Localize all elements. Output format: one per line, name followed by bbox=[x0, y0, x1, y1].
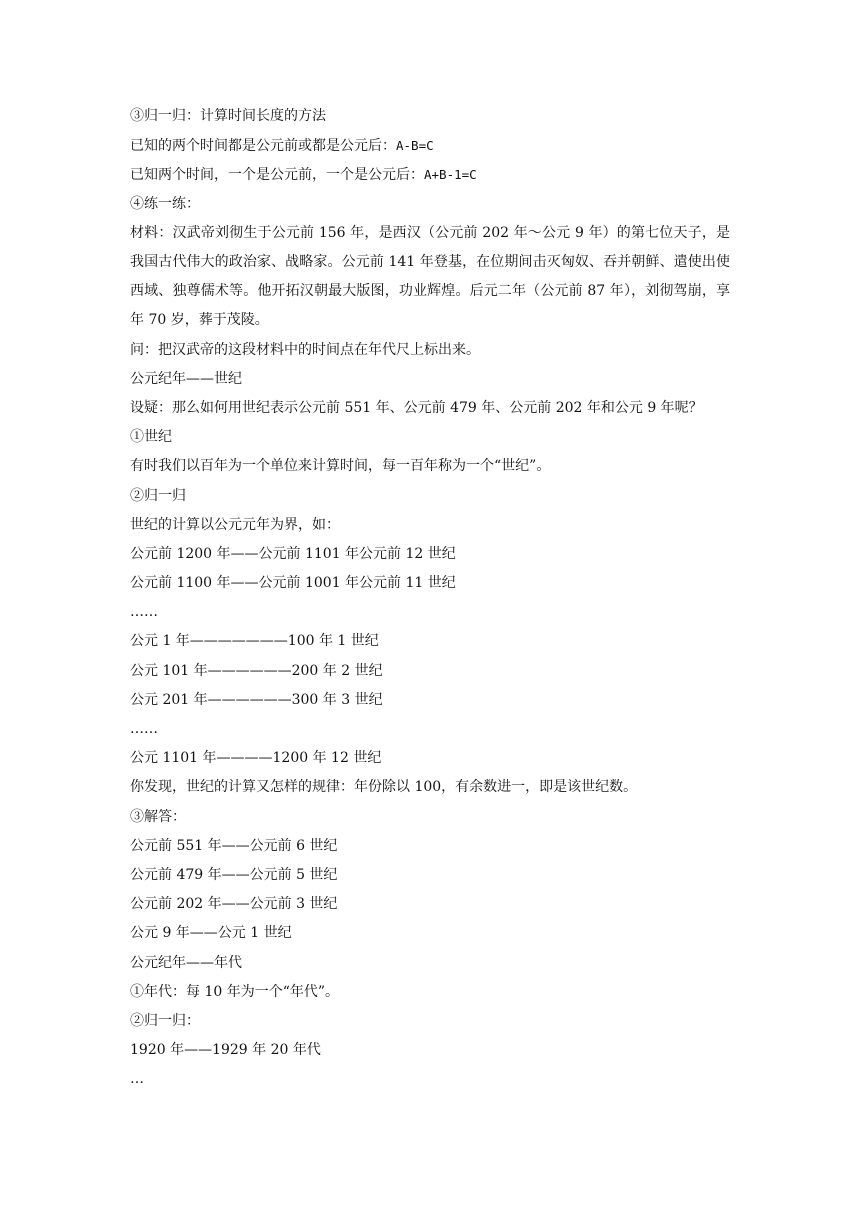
subheading-answer: ③解答： bbox=[130, 808, 186, 825]
question-century: 设疑：那么如何用世纪表示公元前 551 年、公元前 479 年、公元前 202 年和公元 9 年呢？ bbox=[130, 399, 703, 416]
century-example-bc12: 公元前 1200 年——公元前 1101 年公元前 12 世纪 bbox=[130, 545, 456, 562]
century-example-ad1: 公元 1 年———————100 年 1 世纪 bbox=[130, 633, 379, 650]
decade-definition: ①年代：每 10 年为一个“年代”。 bbox=[130, 983, 340, 1000]
question-line: 问：把汉武帝的这段材料中的时间点在年代尺上标出来。 bbox=[130, 341, 480, 358]
rule-cross-era-formula: A+B-1=C bbox=[424, 167, 477, 183]
answer-551bc: 公元前 551 年——公元前 6 世纪 bbox=[130, 837, 338, 854]
subheading-decade-summary: ②归一归： bbox=[130, 1012, 200, 1029]
century-example-ad12: 公元 1101 年————1200 年 12 世纪 bbox=[130, 750, 382, 767]
heading-decade: 公元纪年——年代 bbox=[130, 954, 242, 971]
century-definition: 有时我们以百年为一个单位来计算时间，每一百年称为一个“世纪”。 bbox=[130, 458, 551, 475]
century-example-ad3: 公元 201 年——————300 年 3 世纪 bbox=[130, 691, 383, 708]
ellipsis-line: … bbox=[130, 1071, 144, 1088]
rule-cross-era-text: 已知两个时间，一个是公元前，一个是公元后： bbox=[130, 167, 424, 184]
answer-9ad: 公元 9 年——公元 1 世纪 bbox=[130, 925, 292, 942]
century-rule-finding: 你发现，世纪的计算又怎样的规律：年份除以 100，有余数进一，即是该世纪数。 bbox=[130, 779, 638, 796]
subheading-summary: ②归一归 bbox=[130, 487, 186, 504]
material-paragraph: 材料：汉武帝刘彻生于公元前 156 年，是西汉（公元前 202 年～公元 9 年）的第七位天子，是我国古代伟大的政治家、战略家。公元前 141 年登基，在位期间击灭匈奴、吞并朝鲜、遣使出使西域、独尊儒术等。他开拓汉朝最大版图，功业辉煌。后元二年（公元前 87 年），刘彻驾崩，享年 70 岁，葬于茂陵。 bbox=[130, 224, 730, 329]
century-example-ad2: 公元 101 年——————200 年 2 世纪 bbox=[130, 662, 383, 679]
heading-time-length-method: ③归一归：计算时间长度的方法 bbox=[130, 108, 326, 124]
document-body bbox=[130, 102, 730, 1094]
rule-same-era bbox=[130, 131, 730, 160]
rule-same-era-text: 已知的两个时间都是公元前或都是公元后： bbox=[130, 138, 396, 155]
heading-practice: ④练一练： bbox=[130, 195, 200, 212]
heading-century: 公元纪年——世纪 bbox=[130, 370, 242, 387]
century-rule-intro: 世纪的计算以公元元年为界，如： bbox=[130, 516, 340, 533]
ellipsis-line: …… bbox=[130, 604, 158, 621]
century-example-bc11: 公元前 1100 年——公元前 1001 年公元前 11 世纪 bbox=[130, 575, 456, 592]
answer-202bc: 公元前 202 年——公元前 3 世纪 bbox=[130, 896, 338, 913]
rule-cross-era bbox=[130, 160, 730, 189]
rule-same-era-formula: A-B=C bbox=[396, 138, 434, 154]
subheading-century: ①世纪 bbox=[130, 429, 172, 446]
answer-479bc: 公元前 479 年——公元前 5 世纪 bbox=[130, 866, 338, 883]
decade-example: 1920 年——1929 年 20 年代 bbox=[130, 1042, 321, 1059]
ellipsis-line: …… bbox=[130, 721, 158, 737]
